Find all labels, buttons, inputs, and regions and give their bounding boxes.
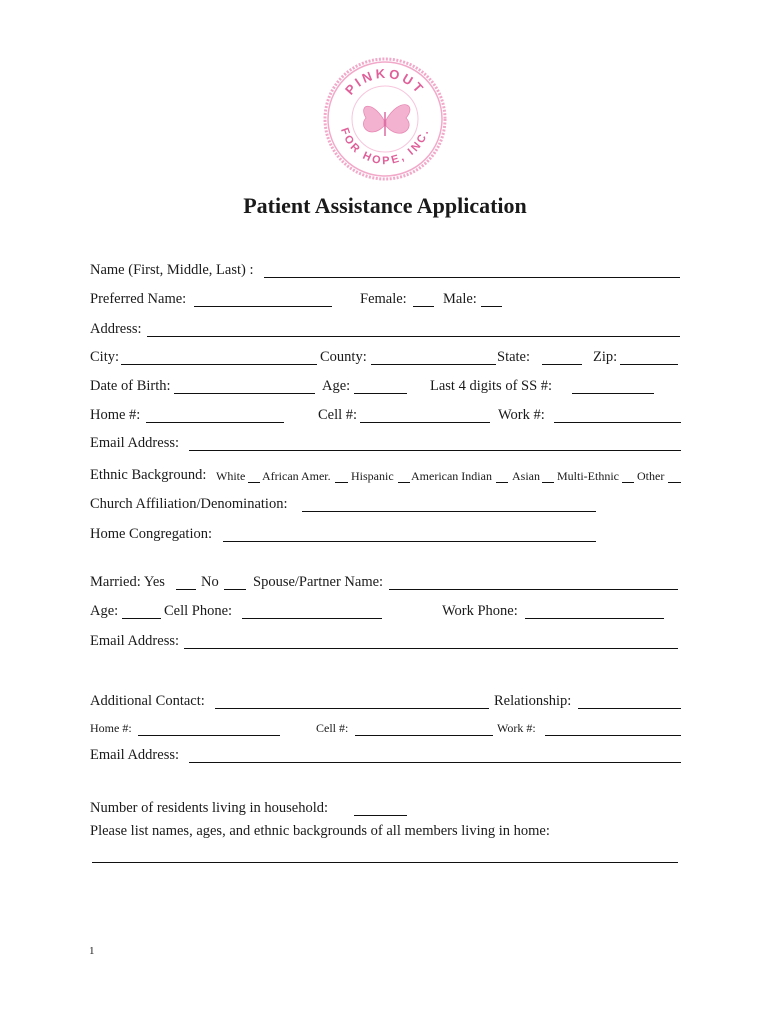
- additional-contact-label: Additional Contact:: [90, 693, 205, 709]
- ethnic-multi-ethnic-field[interactable]: [622, 482, 634, 483]
- congregation-label: Home Congregation:: [90, 526, 213, 542]
- work-field[interactable]: [554, 422, 681, 423]
- age-label: Age:: [322, 378, 351, 394]
- ethnic-white-field[interactable]: [248, 482, 260, 483]
- relationship-field[interactable]: [578, 708, 681, 709]
- contact-home-field[interactable]: [138, 735, 280, 736]
- ethnic-label: Ethnic Background:: [90, 467, 207, 483]
- address-field[interactable]: [147, 336, 680, 337]
- contact-email-field[interactable]: [189, 762, 681, 763]
- spouse-work-label: Work Phone:: [442, 603, 518, 619]
- cell-label: Cell #:: [318, 407, 358, 423]
- work-label: Work #:: [498, 407, 545, 423]
- congregation-field[interactable]: [223, 541, 596, 542]
- ethnic-asian-field[interactable]: [542, 482, 554, 483]
- married-yes-label: Married: Yes: [90, 574, 165, 590]
- county-field[interactable]: [371, 364, 496, 365]
- dob-label: Date of Birth:: [90, 378, 171, 394]
- female-field[interactable]: [413, 306, 434, 307]
- spouse-cell-label: Cell Phone:: [164, 603, 233, 619]
- county-label: County:: [320, 349, 367, 365]
- age-field[interactable]: [354, 393, 407, 394]
- spouse-age-label: Age:: [90, 603, 119, 619]
- contact-cell-field[interactable]: [355, 735, 493, 736]
- preferred-name-field[interactable]: [194, 306, 332, 307]
- butterfly-icon: [363, 105, 410, 136]
- female-label: Female:: [360, 291, 407, 307]
- home-label: Home #:: [90, 407, 141, 423]
- dob-field[interactable]: [174, 393, 315, 394]
- ethnic-other-field[interactable]: [668, 482, 681, 483]
- contact-work-field[interactable]: [545, 735, 681, 736]
- residents-field[interactable]: [354, 815, 407, 816]
- contact-email-label: Email Address:: [90, 747, 180, 763]
- name-field[interactable]: [264, 277, 680, 278]
- partner-name-label: Spouse/Partner Name:: [253, 574, 384, 590]
- ethnic-option-asian: Asian: [512, 469, 540, 483]
- pinkout-logo: [322, 56, 448, 182]
- ethnic-african-amer-field[interactable]: [335, 482, 348, 483]
- address-label: Address:: [90, 321, 142, 337]
- ethnic-option-american-indian: American Indian: [411, 469, 492, 483]
- email-field[interactable]: [189, 450, 681, 451]
- name-label: Name (First, Middle, Last) :: [90, 262, 254, 278]
- married-yes-field[interactable]: [176, 589, 196, 590]
- ss4-label: Last 4 digits of SS #:: [430, 378, 553, 394]
- church-label: Church Affiliation/Denomination:: [90, 496, 288, 512]
- spouse-work-field[interactable]: [525, 618, 664, 619]
- zip-field[interactable]: [620, 364, 678, 365]
- ethnic-hispanic-field[interactable]: [398, 482, 410, 483]
- city-field[interactable]: [121, 364, 317, 365]
- page-number: 1: [89, 945, 95, 957]
- male-label: Male:: [443, 291, 477, 307]
- city-label: City:: [90, 349, 120, 365]
- household-list-label: Please list names, ages, and ethnic backgrounds of all members living in home:: [90, 823, 550, 839]
- email-label: Email Address:: [90, 435, 180, 451]
- partner-name-field[interactable]: [389, 589, 678, 590]
- ethnic-option-white: White: [216, 469, 246, 483]
- ethnic-option-african-amer: African Amer.: [262, 469, 331, 483]
- spouse-age-field[interactable]: [122, 618, 161, 619]
- household-list-field[interactable]: [92, 862, 678, 863]
- preferred-name-label: Preferred Name:: [90, 291, 187, 307]
- spouse-email-label: Email Address:: [90, 633, 180, 649]
- ethnic-option-other: Other: [637, 469, 665, 483]
- male-field[interactable]: [481, 306, 502, 307]
- contact-cell-label: Cell #:: [316, 721, 349, 735]
- ethnic-option-hispanic: Hispanic: [351, 469, 394, 483]
- married-no-label: No: [201, 574, 219, 590]
- relationship-label: Relationship:: [494, 693, 572, 709]
- married-no-field[interactable]: [224, 589, 246, 590]
- page-title: Patient Assistance Application: [243, 193, 527, 218]
- additional-contact-field[interactable]: [215, 708, 489, 709]
- spouse-cell-field[interactable]: [242, 618, 382, 619]
- logo-top-text: PINKOUT: [341, 65, 429, 98]
- church-field[interactable]: [302, 511, 596, 512]
- zip-label: Zip:: [593, 349, 618, 365]
- cell-field[interactable]: [360, 422, 490, 423]
- contact-home-label: Home #:: [90, 721, 132, 735]
- logo-bottom-text: FOR HOPE, INC.: [338, 126, 432, 168]
- ss4-field[interactable]: [572, 393, 654, 394]
- state-field[interactable]: [542, 364, 582, 365]
- state-label: State:: [497, 349, 531, 365]
- spouse-email-field[interactable]: [184, 648, 678, 649]
- ethnic-option-multi-ethnic: Multi-Ethnic: [557, 469, 619, 483]
- residents-label: Number of residents living in household:: [90, 800, 329, 816]
- home-field[interactable]: [146, 422, 284, 423]
- contact-work-label: Work #:: [497, 721, 536, 735]
- ethnic-american-indian-field[interactable]: [496, 482, 508, 483]
